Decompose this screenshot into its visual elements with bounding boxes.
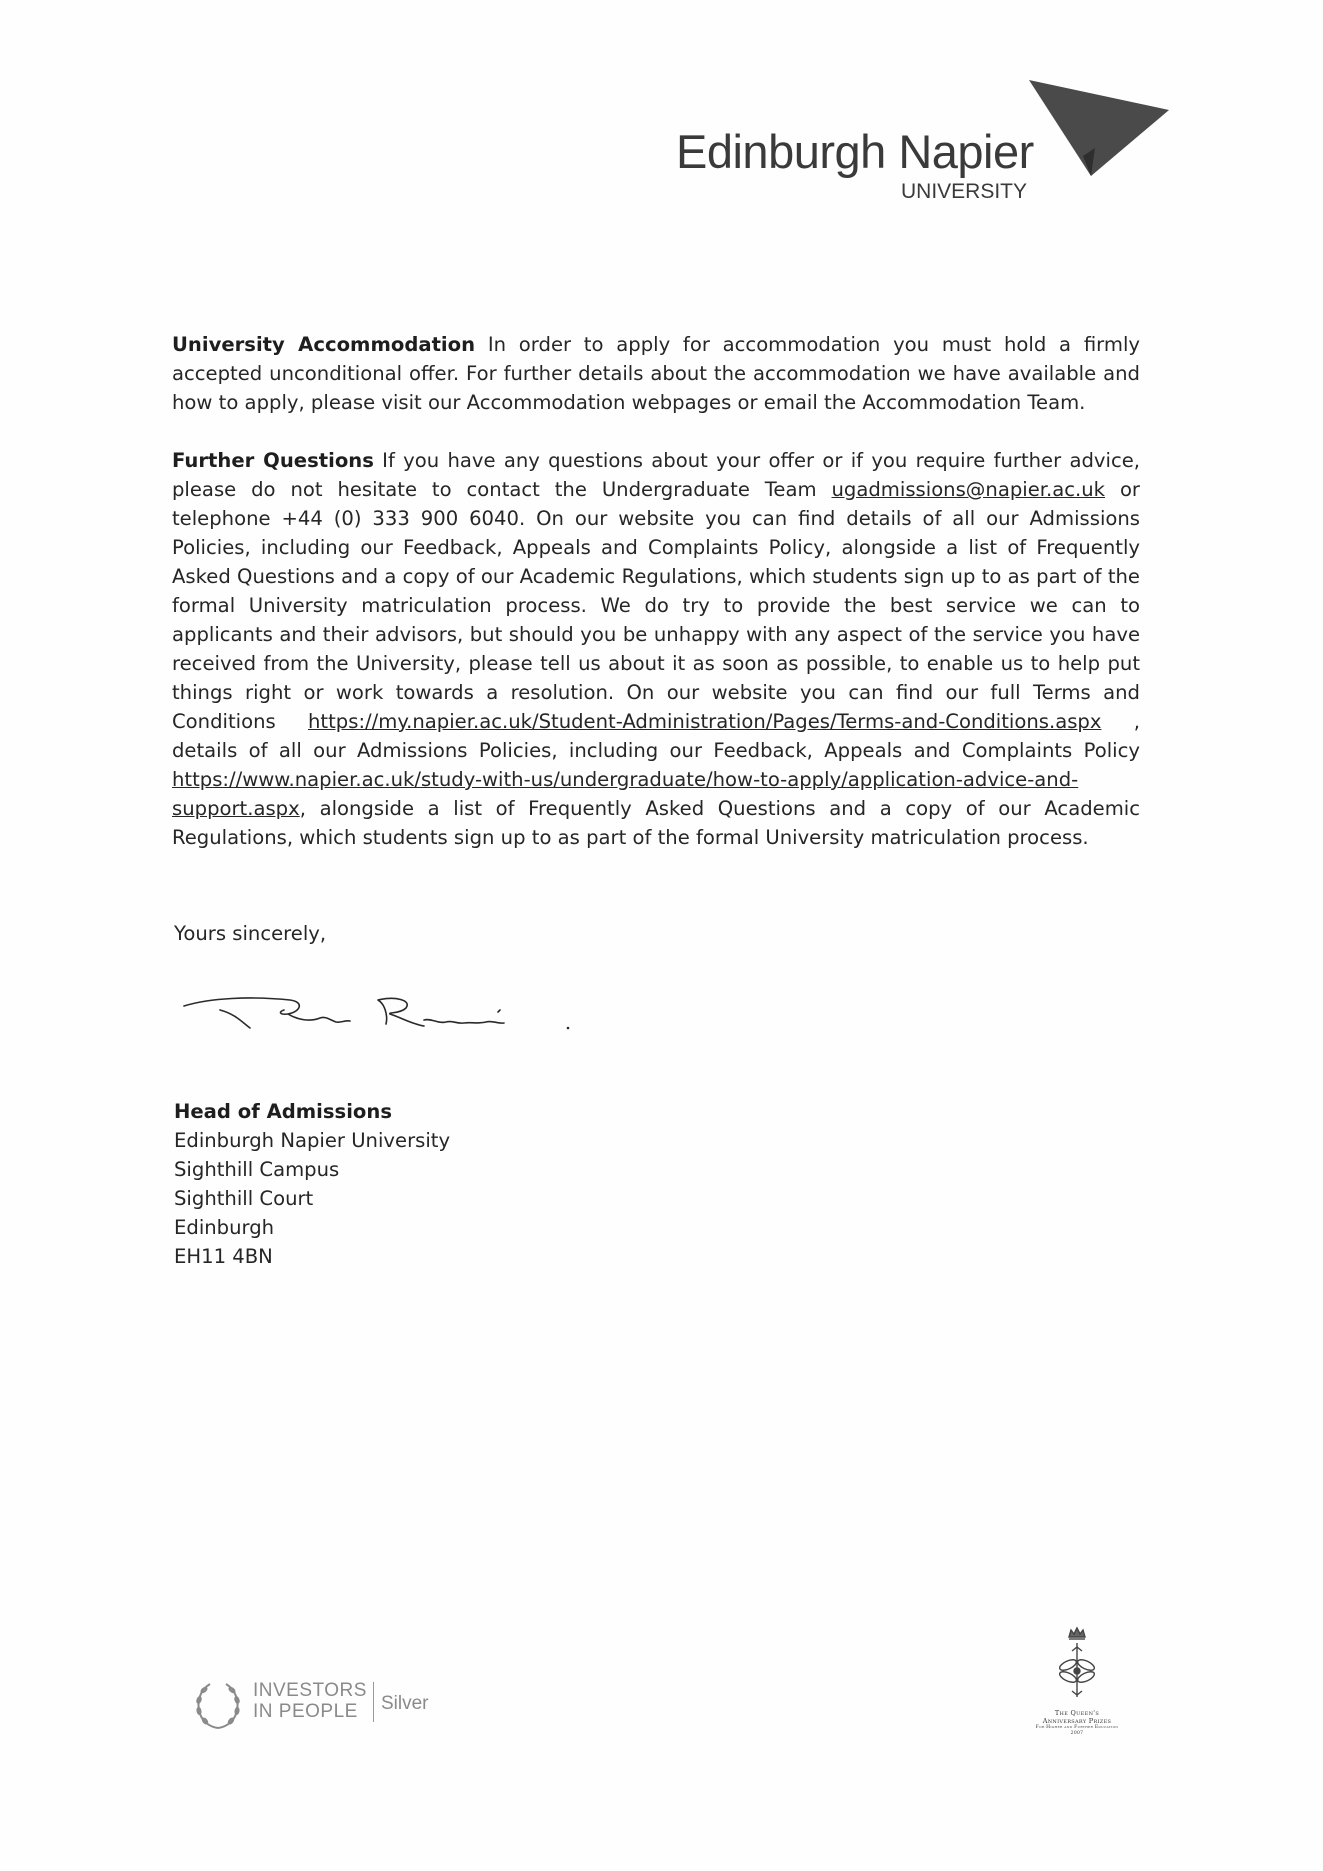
queens-anniversary-prizes-badge <box>1022 1625 1132 1755</box>
policy-link[interactable]: https://www.napier.ac.uk/study-with-us/undergraduate/how-to-apply/application-advice-and-support.aspx <box>172 768 1079 820</box>
email-link[interactable]: ugadmissions@napier.ac.uk <box>831 478 1106 501</box>
university-logo <box>676 78 1171 208</box>
laurel-wreath-icon <box>190 1676 246 1732</box>
terms-link[interactable]: https://my.napier.ac.uk/Student-Administration/Pages/Terms-and-Conditions.aspx <box>308 710 1102 733</box>
closing-salutation: Yours sincerely, <box>174 922 327 945</box>
iip-divider <box>373 1682 374 1722</box>
accommodation-paragraph <box>172 330 1140 417</box>
questions-heading: Further Questions <box>172 449 374 472</box>
qap-line-4: 2007 <box>1070 1731 1084 1736</box>
signatory-title: Head of Admissions <box>174 1100 392 1123</box>
address-line: Edinburgh <box>174 1216 275 1239</box>
accommodation-text: In order to apply for accommodation you must hold a firmly accepted unconditional offer. For further details about the accommodation we have available and how to apply, please visit our Accommodation webpages or email the Accommodation Team. <box>172 333 1141 414</box>
crown-emblem-icon <box>1052 1625 1102 1705</box>
iip-level: Silver <box>381 1693 429 1714</box>
letter-body <box>172 330 1140 881</box>
questions-text-4: , alongside a list of Frequently Asked Questions and a copy of our Academic Regulations, which students sign up to as part of the formal University matriculation process. <box>172 797 1140 849</box>
qap-line-1: The Queen's <box>1054 1709 1100 1717</box>
address-line: Sighthill Campus <box>174 1158 340 1181</box>
handwritten-signature <box>180 990 580 1060</box>
iip-label <box>253 1680 367 1722</box>
signatory-block <box>174 1097 450 1271</box>
logo-name: Edinburgh Napier <box>676 125 1034 178</box>
address-line: Sighthill Court <box>174 1187 314 1210</box>
logo-triangle-icon <box>1021 78 1171 178</box>
iip-line-1: INVESTORS <box>253 1680 367 1701</box>
qap-line-3: For Higher and Further Education <box>1035 1725 1119 1730</box>
address-line: Edinburgh Napier University <box>174 1129 451 1152</box>
questions-text-3: , details of all our Admissions Policies, including our Feedback, Appeals and Complaints Policy <box>172 710 1140 762</box>
qap-line-2: Anniversary Prizes <box>1042 1717 1112 1725</box>
address-line: EH11 4BN <box>174 1245 273 1268</box>
investors-in-people-badge <box>190 1676 460 1736</box>
accommodation-heading: University Accommodation <box>172 333 476 356</box>
qap-label <box>1022 1709 1132 1737</box>
questions-text-1: If you have any questions about your offer or if you require further advice, please do not hesitate to contact the Undergraduate Team <box>172 449 1140 501</box>
questions-paragraph <box>172 446 1140 852</box>
logo-subtitle: UNIVERSITY <box>901 180 1028 203</box>
questions-text-2: or telephone +44 (0) 333 900 6040. On our website you can find details of all our Admissions Policies, including our Feedback, Appeals and Complaints Policy, alongside a list of Frequently Asked Questions and a copy of our Academic Regulations, which students sign up to as part of the formal University matriculation process. We do try to provide the best service we can to applicants and their advisors, but should you be unhappy with any aspect of the service you have received from the University, please tell us about it as soon as possible, to enable us to help put things right or work towards a resolution. On our website you can find our full Terms and Conditions <box>172 478 1140 733</box>
iip-line-2: IN PEOPLE <box>253 1701 358 1722</box>
